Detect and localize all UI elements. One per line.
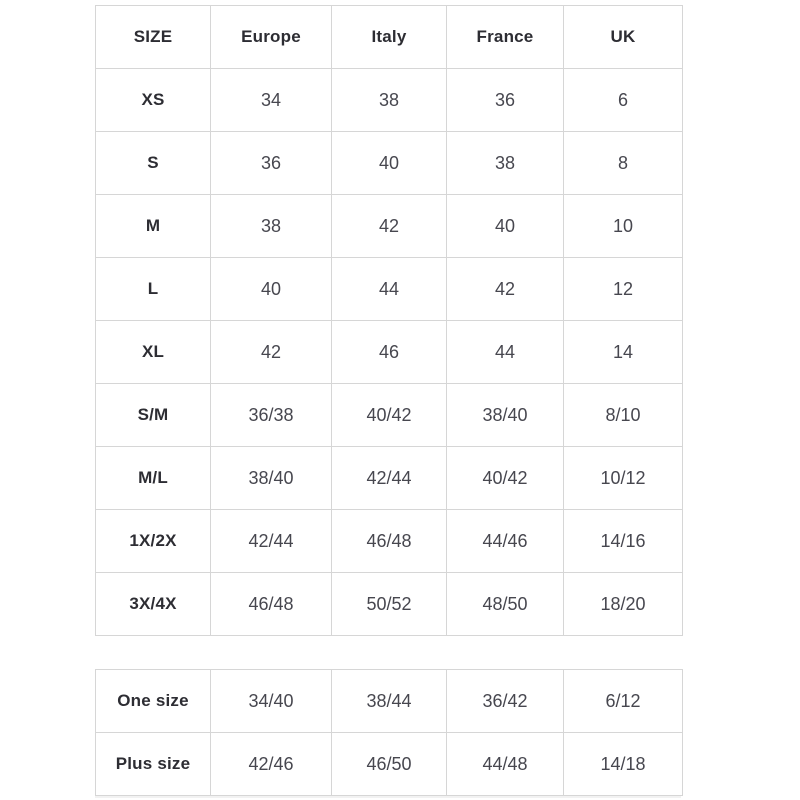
value-cell: 44 bbox=[447, 321, 564, 384]
special-sizes-table bbox=[95, 669, 683, 796]
value-cell: 42/44 bbox=[332, 447, 447, 510]
value-cell: 14/18 bbox=[564, 733, 683, 796]
table-row-1x2x bbox=[96, 510, 683, 573]
table-row-plus-size bbox=[96, 733, 683, 796]
value-cell: 14/16 bbox=[564, 510, 683, 573]
table-row-ml bbox=[96, 447, 683, 510]
value-cell: 40 bbox=[211, 258, 332, 321]
value-cell: 6/12 bbox=[564, 670, 683, 733]
value-cell: 42 bbox=[332, 195, 447, 258]
value-cell: 38/40 bbox=[211, 447, 332, 510]
value-cell: 34/40 bbox=[211, 670, 332, 733]
value-cell: 40/42 bbox=[332, 384, 447, 447]
size-label-cell: L bbox=[96, 258, 211, 321]
value-cell: 36 bbox=[447, 69, 564, 132]
value-cell: 42 bbox=[447, 258, 564, 321]
value-cell: 44/46 bbox=[447, 510, 564, 573]
table-row-xl bbox=[96, 321, 683, 384]
header-cell-size: SIZE bbox=[96, 6, 211, 69]
table-bottom-shadow bbox=[95, 796, 681, 798]
table-row-m bbox=[96, 195, 683, 258]
value-cell: 18/20 bbox=[564, 573, 683, 636]
value-cell: 42 bbox=[211, 321, 332, 384]
size-label-cell: S bbox=[96, 132, 211, 195]
value-cell: 40 bbox=[447, 195, 564, 258]
value-cell: 12 bbox=[564, 258, 683, 321]
header-cell-europe: Europe bbox=[211, 6, 332, 69]
value-cell: 44 bbox=[332, 258, 447, 321]
value-cell: 46/48 bbox=[332, 510, 447, 573]
value-cell: 36/38 bbox=[211, 384, 332, 447]
value-cell: 10 bbox=[564, 195, 683, 258]
value-cell: 46/50 bbox=[332, 733, 447, 796]
value-cell: 46 bbox=[332, 321, 447, 384]
table-row-xs bbox=[96, 69, 683, 132]
value-cell: 14 bbox=[564, 321, 683, 384]
value-cell: 50/52 bbox=[332, 573, 447, 636]
table-row-3x4x bbox=[96, 573, 683, 636]
size-label-cell: XL bbox=[96, 321, 211, 384]
value-cell: 42/46 bbox=[211, 733, 332, 796]
table-row-one-size bbox=[96, 670, 683, 733]
value-cell: 46/48 bbox=[211, 573, 332, 636]
value-cell: 44/48 bbox=[447, 733, 564, 796]
size-label-cell: One size bbox=[96, 670, 211, 733]
value-cell: 10/12 bbox=[564, 447, 683, 510]
value-cell: 38/44 bbox=[332, 670, 447, 733]
size-label-cell: S/M bbox=[96, 384, 211, 447]
value-cell: 8 bbox=[564, 132, 683, 195]
value-cell: 6 bbox=[564, 69, 683, 132]
value-cell: 36 bbox=[211, 132, 332, 195]
header-cell-france: France bbox=[447, 6, 564, 69]
value-cell: 38 bbox=[332, 69, 447, 132]
table-gap bbox=[95, 636, 681, 669]
value-cell: 40 bbox=[332, 132, 447, 195]
value-cell: 34 bbox=[211, 69, 332, 132]
value-cell: 8/10 bbox=[564, 384, 683, 447]
value-cell: 48/50 bbox=[447, 573, 564, 636]
value-cell: 40/42 bbox=[447, 447, 564, 510]
header-cell-italy: Italy bbox=[332, 6, 447, 69]
value-cell: 42/44 bbox=[211, 510, 332, 573]
size-label-cell: XS bbox=[96, 69, 211, 132]
table-header-row bbox=[96, 6, 683, 69]
value-cell: 38 bbox=[211, 195, 332, 258]
table-row-l bbox=[96, 258, 683, 321]
size-label-cell: M/L bbox=[96, 447, 211, 510]
size-conversion-chart bbox=[95, 5, 681, 798]
size-label-cell: 3X/4X bbox=[96, 573, 211, 636]
header-cell-uk: UK bbox=[564, 6, 683, 69]
value-cell: 38/40 bbox=[447, 384, 564, 447]
table-row-s bbox=[96, 132, 683, 195]
size-label-cell: M bbox=[96, 195, 211, 258]
size-conversion-table bbox=[95, 5, 683, 636]
value-cell: 36/42 bbox=[447, 670, 564, 733]
value-cell: 38 bbox=[447, 132, 564, 195]
size-label-cell: 1X/2X bbox=[96, 510, 211, 573]
table-row-sm bbox=[96, 384, 683, 447]
size-label-cell: Plus size bbox=[96, 733, 211, 796]
